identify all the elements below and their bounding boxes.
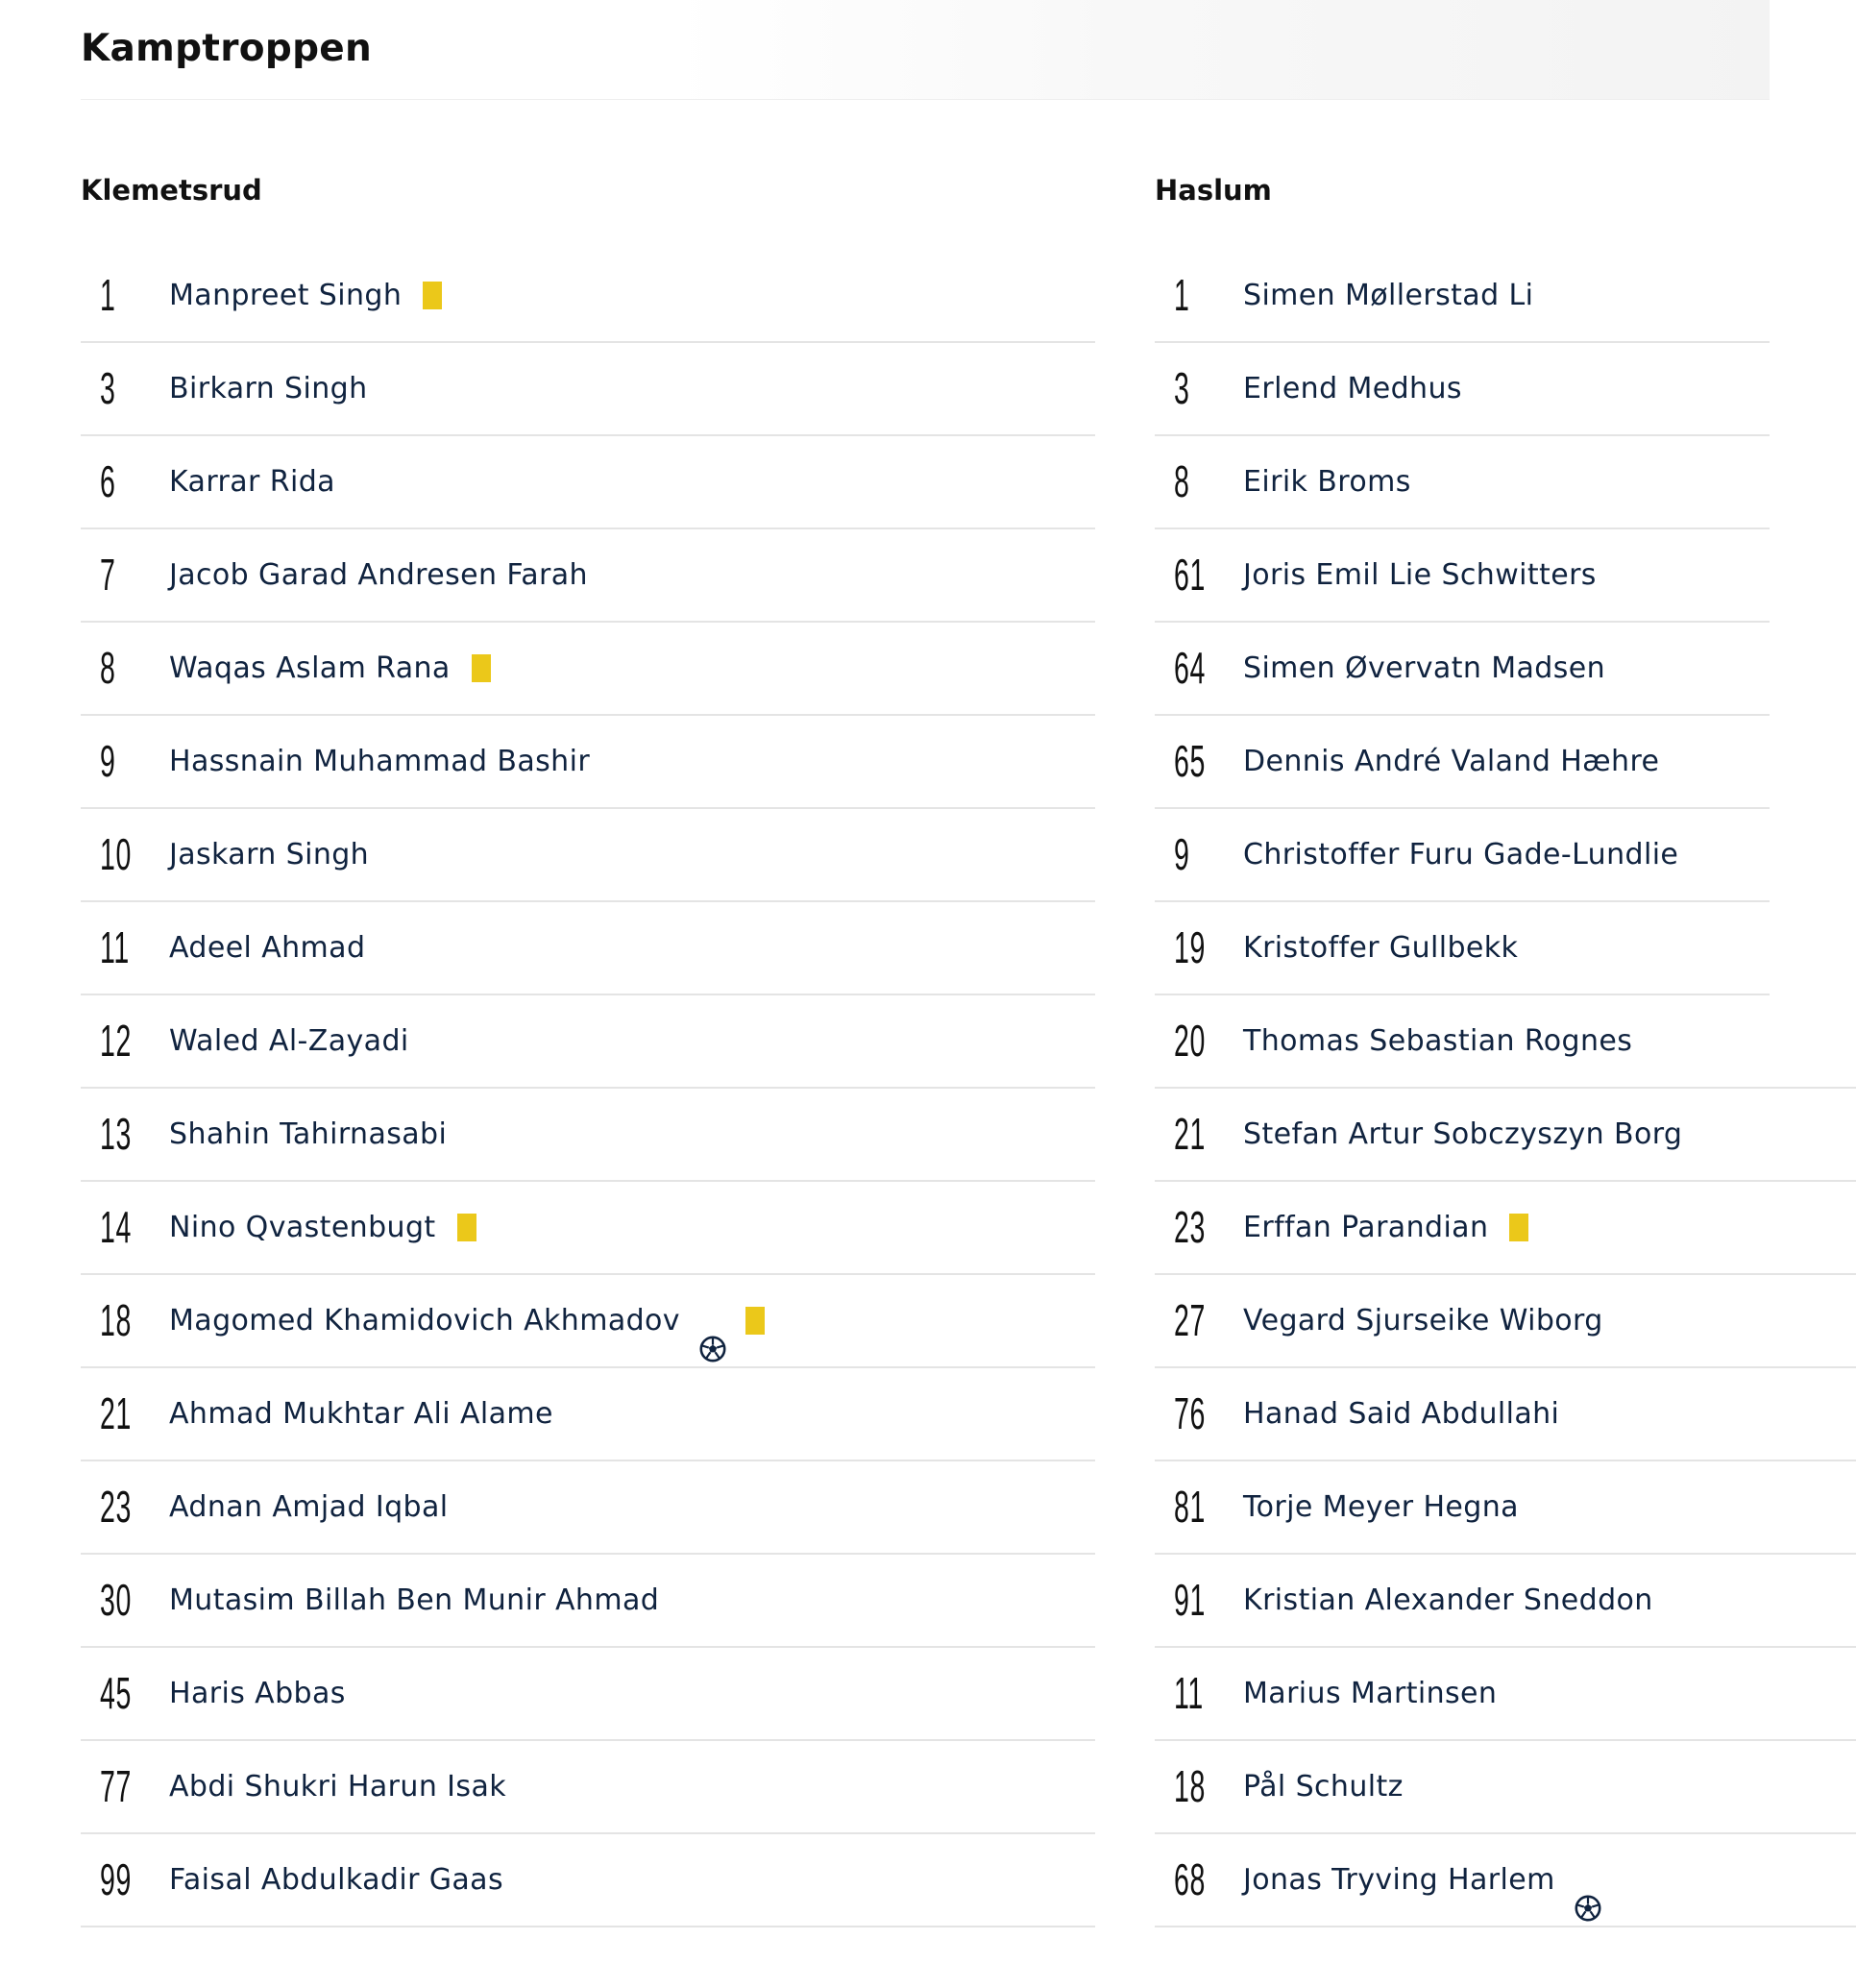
player-number: 23 [1174, 1202, 1206, 1252]
player-row [1155, 902, 1770, 995]
player-number: 11 [1174, 1668, 1204, 1718]
player-name: Jacob Garad Andresen Farah [169, 558, 588, 592]
player-number: 77 [100, 1761, 132, 1811]
player-number: 13 [100, 1109, 132, 1159]
player-name-cell [1243, 1275, 1603, 1366]
player-number: 45 [100, 1668, 132, 1718]
player-row [1155, 995, 1856, 1089]
player-row [81, 1741, 1095, 1834]
player-name-cell [169, 1834, 503, 1926]
player-row [81, 623, 1095, 716]
football-icon [699, 1308, 726, 1335]
player-name-cell [1243, 1648, 1497, 1739]
player-number: 61 [1174, 550, 1206, 600]
player-name: Erlend Medhus [1243, 372, 1462, 405]
player-row [1155, 1741, 1856, 1834]
player-name-cell [169, 1741, 506, 1832]
player-row [81, 529, 1095, 623]
player-row [1155, 1275, 1856, 1368]
player-row [1155, 1182, 1856, 1275]
player-number: 10 [100, 829, 132, 879]
player-name-cell [1243, 995, 1632, 1087]
player-name-cell [169, 1182, 476, 1273]
player-number: 91 [1174, 1575, 1206, 1625]
yellow-card-icon [1509, 1214, 1528, 1241]
player-name: Hassnain Muhammad Bashir [169, 745, 591, 778]
player-row [1155, 1555, 1856, 1648]
away-team-name: Haslum [1155, 174, 1272, 207]
player-name-cell [1243, 716, 1659, 807]
player-name: Simen Møllerstad Li [1243, 279, 1534, 312]
player-row [1155, 250, 1770, 343]
player-number: 1 [100, 270, 116, 320]
player-row [1155, 1648, 1856, 1741]
player-number: 12 [100, 1016, 132, 1066]
home-team-section [81, 169, 1095, 1904]
player-name-cell [1243, 1182, 1528, 1273]
player-name: Haris Abbas [169, 1677, 346, 1710]
player-row [81, 1461, 1095, 1555]
player-name: Jaskarn Singh [169, 838, 370, 871]
player-name: Magomed Khamidovich Akhmadov [169, 1304, 680, 1338]
player-name: Erffan Parandian [1243, 1211, 1489, 1244]
player-row [81, 1182, 1095, 1275]
player-number: 9 [1174, 829, 1190, 879]
player-number: 19 [1174, 922, 1206, 972]
player-row [1155, 1089, 1856, 1182]
player-name-cell [1243, 1461, 1519, 1553]
player-row [81, 343, 1095, 436]
player-name-cell [1243, 809, 1678, 900]
player-name-cell [169, 902, 365, 994]
player-name: Nino Qvastenbugt [169, 1211, 436, 1244]
player-name: Dennis André Valand Hæhre [1243, 745, 1660, 778]
player-row [81, 1648, 1095, 1741]
player-row [1155, 809, 1770, 902]
yellow-card-icon [457, 1214, 476, 1241]
player-number: 21 [100, 1388, 132, 1438]
player-name: Stefan Artur Sobczyszyn Borg [1243, 1117, 1683, 1151]
player-name-cell [169, 716, 590, 807]
player-number: 65 [1174, 736, 1206, 786]
player-name: Thomas Sebastian Rognes [1243, 1024, 1633, 1058]
player-name-cell [169, 529, 588, 621]
player-name: Hanad Said Abdullahi [1243, 1397, 1560, 1431]
player-name-cell [169, 1648, 346, 1739]
player-row [81, 1834, 1095, 1927]
player-name-cell [169, 809, 369, 900]
player-number: 3 [100, 363, 116, 413]
yellow-card-icon [423, 282, 442, 309]
player-name-cell [169, 343, 367, 434]
player-number: 9 [100, 736, 116, 786]
squad-header [81, 0, 1770, 100]
player-name-cell [169, 250, 442, 341]
player-row [1155, 436, 1770, 529]
player-name-cell [1243, 623, 1605, 714]
player-name: Karrar Rida [169, 465, 335, 499]
player-row [81, 809, 1095, 902]
yellow-card-icon [472, 654, 491, 682]
home-player-list [81, 250, 1095, 1927]
player-number: 3 [1174, 363, 1190, 413]
player-name: Kristoffer Gullbekk [1243, 931, 1519, 965]
player-name: Torje Meyer Hegna [1243, 1490, 1519, 1524]
player-name: Simen Øvervatn Madsen [1243, 651, 1606, 685]
player-name: Waled Al-Zayadi [169, 1024, 409, 1058]
player-number: 99 [100, 1854, 132, 1904]
player-number: 68 [1174, 1854, 1206, 1904]
player-number: 27 [1174, 1295, 1206, 1345]
player-number: 8 [1174, 456, 1190, 506]
player-name-cell [169, 1089, 447, 1180]
player-row [81, 995, 1095, 1089]
player-name-cell [1243, 1368, 1559, 1460]
player-number: 18 [1174, 1761, 1206, 1811]
page-title: Kamptroppen [81, 27, 373, 70]
player-name-cell [1243, 1089, 1682, 1180]
player-name: Marius Martinsen [1243, 1677, 1498, 1710]
player-number: 21 [1174, 1109, 1206, 1159]
away-player-list [1155, 250, 1770, 1927]
player-name-cell [1243, 529, 1597, 621]
player-name: Abdi Shukri Harun Isak [169, 1770, 507, 1804]
player-name: Manpreet Singh [169, 279, 403, 312]
player-name: Adeel Ahmad [169, 931, 366, 965]
player-row [81, 902, 1095, 995]
away-team-section [1155, 169, 1770, 1904]
player-row [1155, 716, 1770, 809]
player-number: 8 [100, 643, 116, 693]
player-name-cell [1243, 436, 1411, 528]
player-name: Birkarn Singh [169, 372, 368, 405]
player-number: 14 [100, 1202, 132, 1252]
player-number: 7 [100, 550, 116, 600]
player-row [81, 1089, 1095, 1182]
player-row [81, 1368, 1095, 1461]
yellow-card-icon [745, 1307, 765, 1335]
player-row [81, 1275, 1095, 1368]
player-name: Adnan Amjad Iqbal [169, 1490, 449, 1524]
player-number: 30 [100, 1575, 132, 1625]
player-name-cell [169, 995, 409, 1087]
player-row [1155, 343, 1770, 436]
player-name: Faisal Abdulkadir Gaas [169, 1863, 503, 1897]
player-name-cell [1243, 250, 1533, 341]
player-number: 76 [1174, 1388, 1206, 1438]
player-name-cell [169, 1461, 448, 1553]
player-name: Ahmad Mukhtar Ali Alame [169, 1397, 553, 1431]
player-number: 18 [100, 1295, 132, 1345]
home-team-name: Klemetsrud [81, 174, 262, 207]
player-name-cell [1243, 1555, 1653, 1646]
player-row [1155, 1368, 1856, 1461]
player-name-cell [1243, 1741, 1404, 1832]
football-icon [1575, 1867, 1601, 1894]
player-name: Waqas Aslam Rana [169, 651, 451, 685]
player-name: Eirik Broms [1243, 465, 1411, 499]
player-number: 81 [1174, 1482, 1206, 1532]
player-number: 6 [100, 456, 116, 506]
player-row [1155, 623, 1770, 716]
player-number: 20 [1174, 1016, 1206, 1066]
player-name-cell [1243, 343, 1462, 434]
player-name-cell [169, 623, 491, 714]
player-name: Kristian Alexander Sneddon [1243, 1583, 1653, 1617]
player-row [1155, 529, 1770, 623]
player-name-cell [1243, 1834, 1601, 1926]
player-name-cell [169, 436, 335, 528]
player-name: Mutasim Billah Ben Munir Ahmad [169, 1583, 660, 1617]
player-name: Pål Schultz [1243, 1770, 1404, 1804]
player-row [81, 716, 1095, 809]
player-name-cell [169, 1555, 659, 1646]
player-row [81, 250, 1095, 343]
player-row [81, 436, 1095, 529]
player-row [1155, 1834, 1856, 1927]
player-number: 64 [1174, 643, 1206, 693]
player-number: 23 [100, 1482, 132, 1532]
player-name-cell [1243, 902, 1518, 994]
player-name: Shahin Tahirnasabi [169, 1117, 448, 1151]
player-number: 1 [1174, 270, 1190, 320]
player-name-cell [169, 1368, 553, 1460]
player-name: Vegard Sjurseike Wiborg [1243, 1304, 1603, 1338]
player-name: Christoffer Furu Gade-Lundlie [1243, 838, 1679, 871]
player-name-cell [169, 1275, 765, 1366]
player-name: Joris Emil Lie Schwitters [1243, 558, 1597, 592]
player-number: 11 [100, 922, 130, 972]
player-row [1155, 1461, 1856, 1555]
player-name: Jonas Tryving Harlem [1243, 1863, 1555, 1897]
player-row [81, 1555, 1095, 1648]
